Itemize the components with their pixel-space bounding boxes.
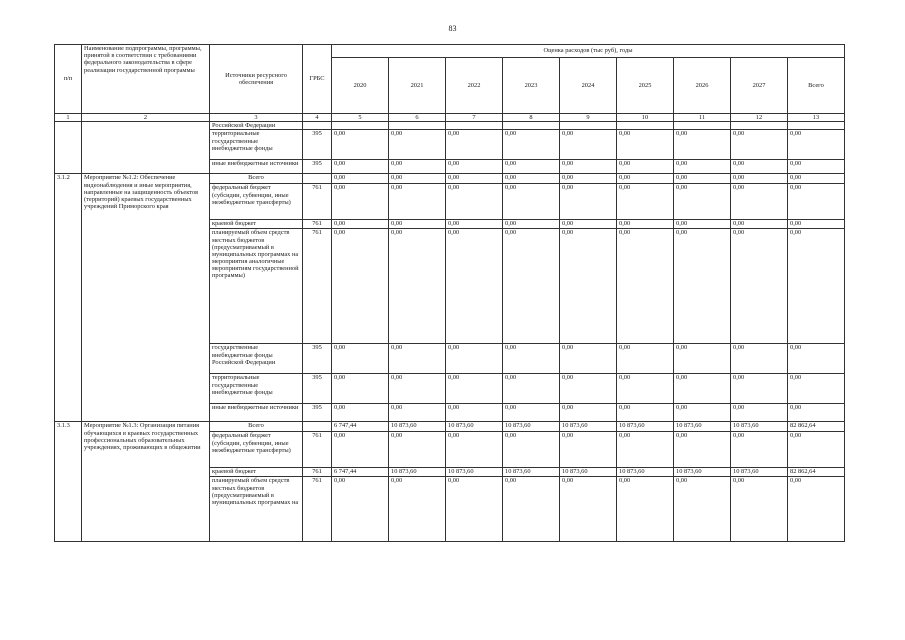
column-index: 10: [617, 114, 674, 122]
amount-cell: 0,00: [617, 229, 674, 344]
column-index: 8: [503, 114, 560, 122]
amount-cell: 0,00: [389, 130, 446, 160]
budget-table: [54, 44, 845, 542]
amount-cell: 0,00: [503, 160, 560, 174]
amount-cell: 10 873,60: [674, 422, 731, 432]
amount-cell: 0,00: [332, 374, 389, 404]
amount-cell: 10 873,60: [560, 468, 617, 477]
column-index: 7: [446, 114, 503, 122]
amount-cell: 0,00: [617, 374, 674, 404]
amount-cell: 0,00: [389, 477, 446, 542]
amount-cell: 0,00: [731, 229, 788, 344]
grbs-cell: 761: [303, 468, 332, 477]
funding-source-cell: федеральный бюджет (субсидии, субвенции, иные межбюджетные трансферты): [210, 432, 303, 468]
amount-cell: 0,00: [446, 174, 503, 184]
funding-source-cell: иные внебюджетные источники: [210, 404, 303, 422]
column-index: 11: [674, 114, 731, 122]
amount-cell: 0,00: [674, 432, 731, 468]
amount-cell: 0,00: [731, 130, 788, 160]
amount-cell: 10 873,60: [731, 422, 788, 432]
amount-cell: 0,00: [617, 220, 674, 229]
amount-cell: 0,00: [788, 404, 845, 422]
amount-cell: 0,00: [389, 184, 446, 220]
amount-cell: 6 747,44: [332, 468, 389, 477]
amount-cell: 0,00: [674, 404, 731, 422]
amount-cell: 0,00: [560, 432, 617, 468]
amount-cell: 0,00: [446, 130, 503, 160]
amount-cell: 0,00: [731, 477, 788, 542]
amount-cell: 0,00: [731, 184, 788, 220]
item-name-cell: Мероприятие №1.3: Организация питания обучающихся в краевых государственных профессиональных образовательных учреждениях, проживающих в общежитии: [82, 422, 210, 542]
column-index: 6: [389, 114, 446, 122]
amount-cell: 0,00: [332, 477, 389, 542]
amount-cell: 0,00: [503, 229, 560, 344]
column-index: 3: [210, 114, 303, 122]
amount-cell: 0,00: [560, 174, 617, 184]
table-row: [55, 422, 845, 432]
funding-source-cell: Российской Федерации: [210, 122, 303, 130]
amount-cell: 0,00: [788, 374, 845, 404]
amount-cell: [332, 122, 389, 130]
amount-cell: 0,00: [389, 374, 446, 404]
grbs-cell: 761: [303, 432, 332, 468]
amount-cell: 10 873,60: [389, 468, 446, 477]
column-index: 5: [332, 114, 389, 122]
grbs-cell: 761: [303, 477, 332, 542]
amount-cell: 6 747,44: [332, 422, 389, 432]
amount-cell: 0,00: [560, 220, 617, 229]
amount-cell: 0,00: [788, 229, 845, 344]
year-header: 2021: [389, 58, 446, 114]
amount-cell: 10 873,60: [560, 422, 617, 432]
grbs-cell: 761: [303, 229, 332, 344]
amount-cell: 0,00: [788, 184, 845, 220]
amount-cell: 10 873,60: [389, 422, 446, 432]
amount-cell: 0,00: [731, 174, 788, 184]
amount-cell: 0,00: [503, 220, 560, 229]
amount-cell: 0,00: [617, 174, 674, 184]
grbs-cell: 395: [303, 130, 332, 160]
amount-cell: 0,00: [731, 344, 788, 374]
funding-source-cell: территориальные государственные внебюджетные фонды: [210, 374, 303, 404]
amount-cell: 0,00: [788, 174, 845, 184]
amount-cell: 10 873,60: [617, 422, 674, 432]
column-index: 13: [788, 114, 845, 122]
amount-cell: 0,00: [446, 404, 503, 422]
amount-cell: 0,00: [788, 220, 845, 229]
amount-cell: [446, 122, 503, 130]
amount-cell: 0,00: [731, 432, 788, 468]
amount-cell: 0,00: [332, 174, 389, 184]
amount-cell: [674, 122, 731, 130]
year-header: 2022: [446, 58, 503, 114]
amount-cell: 10 873,60: [674, 468, 731, 477]
amount-cell: 0,00: [731, 404, 788, 422]
funding-source-cell: территориальные государственные внебюджетные фонды: [210, 130, 303, 160]
amount-cell: 0,00: [503, 432, 560, 468]
amount-cell: 0,00: [788, 130, 845, 160]
amount-cell: 0,00: [446, 477, 503, 542]
funding-source-cell: Всего: [210, 422, 303, 432]
table-row: [55, 174, 845, 184]
amount-cell: 0,00: [389, 404, 446, 422]
amount-cell: 0,00: [560, 477, 617, 542]
amount-cell: 0,00: [332, 404, 389, 422]
amount-cell: 0,00: [560, 160, 617, 174]
amount-cell: 0,00: [446, 344, 503, 374]
header-name: Наименование подпрограммы, программы, принятой в соответствии с требованиями федерального законодательства в сфере реализации государственной программы: [82, 45, 210, 114]
amount-cell: 0,00: [560, 184, 617, 220]
amount-cell: 0,00: [503, 374, 560, 404]
year-header: Всего: [788, 58, 845, 114]
amount-cell: [731, 122, 788, 130]
column-index: 2: [82, 114, 210, 122]
amount-cell: 0,00: [503, 404, 560, 422]
year-header: 2025: [617, 58, 674, 114]
amount-cell: 0,00: [617, 432, 674, 468]
amount-cell: 0,00: [788, 432, 845, 468]
amount-cell: 0,00: [731, 220, 788, 229]
funding-source-cell: краевой бюджет: [210, 468, 303, 477]
amount-cell: 0,00: [332, 130, 389, 160]
amount-cell: 0,00: [503, 344, 560, 374]
funding-source-cell: краевой бюджет: [210, 220, 303, 229]
amount-cell: 0,00: [560, 130, 617, 160]
amount-cell: 0,00: [332, 184, 389, 220]
amount-cell: 0,00: [446, 432, 503, 468]
amount-cell: 0,00: [503, 184, 560, 220]
column-index: 12: [731, 114, 788, 122]
amount-cell: 0,00: [389, 432, 446, 468]
amount-cell: [389, 122, 446, 130]
year-header: 2024: [560, 58, 617, 114]
amount-cell: 10 873,60: [503, 468, 560, 477]
amount-cell: 0,00: [617, 130, 674, 160]
year-header: 2026: [674, 58, 731, 114]
amount-cell: 82 862,64: [788, 422, 845, 432]
amount-cell: 0,00: [674, 130, 731, 160]
amount-cell: 0,00: [503, 174, 560, 184]
amount-cell: 0,00: [788, 477, 845, 542]
funding-source-cell: иные внебюджетные источники: [210, 160, 303, 174]
amount-cell: 0,00: [617, 477, 674, 542]
amount-cell: 0,00: [446, 160, 503, 174]
amount-cell: 0,00: [674, 477, 731, 542]
amount-cell: 0,00: [503, 477, 560, 542]
amount-cell: 0,00: [617, 184, 674, 220]
year-header: 2027: [731, 58, 788, 114]
amount-cell: 0,00: [674, 229, 731, 344]
amount-cell: 0,00: [389, 174, 446, 184]
grbs-cell: [303, 122, 332, 130]
amount-cell: 0,00: [788, 160, 845, 174]
column-index: 1: [55, 114, 82, 122]
amount-cell: 0,00: [446, 184, 503, 220]
amount-cell: 0,00: [560, 404, 617, 422]
amount-cell: 0,00: [617, 160, 674, 174]
amount-cell: 0,00: [788, 344, 845, 374]
item-number-cell: 3.1.2: [55, 174, 82, 422]
item-number-cell: 3.1.3: [55, 422, 82, 542]
funding-source-cell: Всего: [210, 174, 303, 184]
amount-cell: [560, 122, 617, 130]
amount-cell: 0,00: [617, 344, 674, 374]
budget-table-body: [55, 122, 845, 542]
amount-cell: 0,00: [446, 229, 503, 344]
grbs-cell: 761: [303, 184, 332, 220]
amount-cell: 0,00: [446, 374, 503, 404]
grbs-cell: 395: [303, 160, 332, 174]
column-index: 9: [560, 114, 617, 122]
amount-cell: 0,00: [332, 160, 389, 174]
amount-cell: 0,00: [560, 344, 617, 374]
amount-cell: 0,00: [560, 374, 617, 404]
funding-source-cell: государственные внебюджетные фонды Российской Федерации: [210, 344, 303, 374]
amount-cell: 0,00: [674, 174, 731, 184]
column-index: 4: [303, 114, 332, 122]
amount-cell: 0,00: [731, 374, 788, 404]
amount-cell: 10 873,60: [731, 468, 788, 477]
amount-cell: [617, 122, 674, 130]
amount-cell: 0,00: [674, 344, 731, 374]
amount-cell: 10 873,60: [503, 422, 560, 432]
item-name-cell: [82, 122, 210, 174]
amount-cell: 10 873,60: [446, 468, 503, 477]
page-number: 83: [448, 24, 457, 33]
table-row: [55, 122, 845, 130]
amount-cell: 0,00: [332, 432, 389, 468]
item-name-cell: Мероприятие №1.2: Обеспечение видеонаблюдения и иные мероприятия, направленные на защищенность объектов (территорий) краевых государственных учреждений Приморского края: [82, 174, 210, 422]
funding-source-cell: планируемый объем средств местных бюджетов (предусматриваемый в муниципальных программах на: [210, 477, 303, 542]
amount-cell: 0,00: [674, 184, 731, 220]
header-estimate: Оценка расходов (тыс руб), годы: [332, 45, 845, 58]
amount-cell: 0,00: [446, 220, 503, 229]
amount-cell: [503, 122, 560, 130]
amount-cell: 0,00: [332, 220, 389, 229]
amount-cell: 0,00: [332, 344, 389, 374]
grbs-cell: 395: [303, 404, 332, 422]
amount-cell: 0,00: [674, 220, 731, 229]
amount-cell: 10 873,60: [446, 422, 503, 432]
grbs-cell: [303, 422, 332, 432]
amount-cell: 0,00: [731, 160, 788, 174]
grbs-cell: [303, 174, 332, 184]
item-number-cell: [55, 122, 82, 174]
amount-cell: 0,00: [503, 130, 560, 160]
header-source: Источники ресурсного обеспечения: [210, 45, 303, 114]
amount-cell: 0,00: [332, 229, 389, 344]
header-num: п/п: [55, 45, 82, 114]
amount-cell: 0,00: [389, 160, 446, 174]
amount-cell: 10 873,60: [617, 468, 674, 477]
amount-cell: 82 862,64: [788, 468, 845, 477]
amount-cell: 0,00: [389, 220, 446, 229]
grbs-cell: 395: [303, 374, 332, 404]
grbs-cell: 395: [303, 344, 332, 374]
amount-cell: 0,00: [674, 160, 731, 174]
amount-cell: 0,00: [617, 404, 674, 422]
funding-source-cell: планируемый объем средств местных бюджетов (предусматриваемый в муниципальных программах на мероприятия аналогичные мероприятиям государственной программы): [210, 229, 303, 344]
grbs-cell: 761: [303, 220, 332, 229]
column-index-row: [55, 114, 845, 122]
amount-cell: 0,00: [674, 374, 731, 404]
amount-cell: 0,00: [389, 344, 446, 374]
header-grbs: ГРБС: [303, 45, 332, 114]
funding-source-cell: федеральный бюджет (субсидии, субвенции, иные межбюджетные трансферты): [210, 184, 303, 220]
year-header: 2023: [503, 58, 560, 114]
amount-cell: 0,00: [560, 229, 617, 344]
year-header: 2020: [332, 58, 389, 114]
amount-cell: 0,00: [389, 229, 446, 344]
amount-cell: [788, 122, 845, 130]
